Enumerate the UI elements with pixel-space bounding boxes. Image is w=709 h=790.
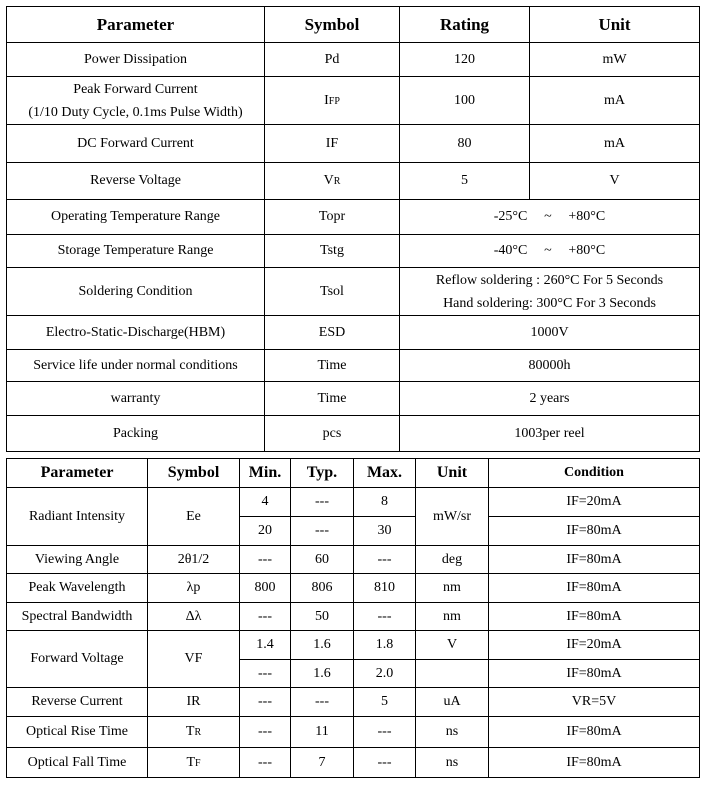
param-cell: Electro-Static-Discharge(HBM): [7, 316, 265, 350]
rating-cell: 120: [400, 43, 530, 77]
symbol-cell: VF: [148, 631, 240, 688]
rating-cell: 1003per reel: [400, 416, 700, 452]
table-row: [7, 574, 700, 603]
condition-cell: IF=80mA: [489, 574, 700, 603]
param-cell: Optical Fall Time: [7, 748, 148, 778]
table-row: [7, 382, 700, 416]
symbol-cell: [265, 77, 400, 125]
unit-cell: mW/sr: [416, 488, 489, 546]
table-row: [7, 77, 700, 125]
min-cell: 4: [240, 488, 291, 517]
symbol-cell: [265, 163, 400, 200]
param-cell: Reverse Voltage: [7, 163, 265, 200]
unit-cell: deg: [416, 546, 489, 574]
param-cell: Forward Voltage: [7, 631, 148, 688]
symbol-main: V: [323, 173, 334, 188]
range-max: +80°C: [568, 209, 606, 224]
rating-cell: 100: [400, 77, 530, 125]
header-condition: Condition: [489, 459, 700, 488]
typ-cell: ---: [291, 488, 354, 517]
symbol-cell: Topr: [265, 200, 400, 235]
table-header-row: [7, 459, 700, 488]
max-cell: ---: [354, 748, 416, 778]
min-cell: 20: [240, 517, 291, 546]
param-cell: Storage Temperature Range: [7, 235, 265, 268]
max-cell: ---: [354, 546, 416, 574]
param-line-2: (1/10 Duty Cycle, 0.1ms Pulse Width): [28, 104, 243, 120]
min-cell: ---: [240, 546, 291, 574]
param-cell: Peak Wavelength: [7, 574, 148, 603]
header-min: Min.: [240, 459, 291, 488]
param-cell: Spectral Bandwidth: [7, 603, 148, 631]
typ-cell: 50: [291, 603, 354, 631]
max-cell: 30: [354, 517, 416, 546]
unit-cell: V: [530, 163, 700, 200]
symbol-cell: pcs: [265, 416, 400, 452]
unit-cell: [416, 660, 489, 688]
unit-cell: ns: [416, 748, 489, 778]
param-cell: Power Dissipation: [7, 43, 265, 77]
param-cell: Reverse Current: [7, 688, 148, 717]
unit-cell: mA: [530, 125, 700, 163]
symbol-cell: Ee: [148, 488, 240, 546]
table-row: [7, 43, 700, 77]
table-row: [7, 416, 700, 452]
table-row: [7, 200, 700, 235]
typ-cell: 1.6: [291, 631, 354, 660]
condition-cell: IF=80mA: [489, 748, 700, 778]
rating-range-cell: [400, 235, 700, 268]
min-cell: ---: [240, 717, 291, 748]
param-line-1: Peak Forward Current: [73, 81, 198, 97]
param-cell: Optical Rise Time: [7, 717, 148, 748]
condition-cell: IF=80mA: [489, 603, 700, 631]
absolute-max-ratings-table: [6, 6, 700, 452]
range-min: -40°C: [493, 243, 528, 258]
min-cell: ---: [240, 748, 291, 778]
rating-cell: 2 years: [400, 382, 700, 416]
symbol-main: I: [324, 92, 329, 108]
min-cell: ---: [240, 603, 291, 631]
table-row: [7, 350, 700, 382]
table-row: [7, 235, 700, 268]
typ-cell: ---: [291, 688, 354, 717]
param-cell: Operating Temperature Range: [7, 200, 265, 235]
condition-cell: IF=80mA: [489, 517, 700, 546]
param-cell: DC Forward Current: [7, 125, 265, 163]
table-row: [7, 316, 700, 350]
typ-cell: 7: [291, 748, 354, 778]
rating-cell: 5: [400, 163, 530, 200]
condition-cell: IF=20mA: [489, 631, 700, 660]
table-row: [7, 603, 700, 631]
symbol-cell: ESD: [265, 316, 400, 350]
header-max: Max.: [354, 459, 416, 488]
symbol-subscript: R: [194, 727, 202, 738]
range-min: -25°C: [493, 209, 528, 224]
unit-cell: nm: [416, 574, 489, 603]
rating-cell: 80: [400, 125, 530, 163]
header-rating: Rating: [400, 7, 530, 43]
symbol-cell: Δλ: [148, 603, 240, 631]
symbol-cell: 2θ1/2: [148, 546, 240, 574]
symbol-subscript: F: [195, 757, 201, 769]
typ-cell: 1.6: [291, 660, 354, 688]
condition-cell: IF=80mA: [489, 546, 700, 574]
header-unit: Unit: [530, 7, 700, 43]
header-parameter: Parameter: [7, 459, 148, 488]
typ-cell: 60: [291, 546, 354, 574]
unit-cell: ns: [416, 717, 489, 748]
table-row: [7, 748, 700, 778]
unit-cell: uA: [416, 688, 489, 717]
max-cell: ---: [354, 717, 416, 748]
rating-line-2: Hand soldering: 300°C For 3 Seconds: [443, 295, 656, 311]
min-cell: 1.4: [240, 631, 291, 660]
typ-cell: 806: [291, 574, 354, 603]
symbol-cell: [148, 717, 240, 748]
header-symbol: Symbol: [148, 459, 240, 488]
param-cell: Service life under normal conditions: [7, 350, 265, 382]
symbol-cell: Tsol: [265, 268, 400, 316]
min-cell: 800: [240, 574, 291, 603]
table-row: [7, 546, 700, 574]
unit-cell: V: [416, 631, 489, 660]
table-row: [7, 163, 700, 200]
rating-cell: 1000V: [400, 316, 700, 350]
table-header-row: [7, 7, 700, 43]
rating-cell: 80000h: [400, 350, 700, 382]
header-unit: Unit: [416, 459, 489, 488]
symbol-cell: Tstg: [265, 235, 400, 268]
max-cell: 2.0: [354, 660, 416, 688]
condition-cell: VR=5V: [489, 688, 700, 717]
header-typ: Typ.: [291, 459, 354, 488]
symbol-subscript: R: [333, 176, 341, 187]
unit-cell: mW: [530, 43, 700, 77]
rating-range-cell: [400, 200, 700, 235]
rating-line-1: Reflow soldering : 260°C For 5 Seconds: [435, 272, 664, 288]
min-cell: ---: [240, 688, 291, 717]
max-cell: 8: [354, 488, 416, 517]
symbol-cell: Time: [265, 350, 400, 382]
condition-cell: IF=80mA: [489, 660, 700, 688]
max-cell: 810: [354, 574, 416, 603]
typ-cell: 11: [291, 717, 354, 748]
typ-cell: ---: [291, 517, 354, 546]
param-cell: [7, 77, 265, 125]
table-row: [7, 631, 700, 660]
table-row: [7, 717, 700, 748]
range-sep: ~: [544, 243, 552, 258]
symbol-cell: [148, 748, 240, 778]
max-cell: ---: [354, 603, 416, 631]
symbol-cell: IR: [148, 688, 240, 717]
param-cell: Viewing Angle: [7, 546, 148, 574]
table-row: [7, 488, 700, 517]
table-row: [7, 125, 700, 163]
symbol-main: T: [186, 754, 195, 770]
header-symbol: Symbol: [265, 7, 400, 43]
header-parameter: Parameter: [7, 7, 265, 43]
max-cell: 1.8: [354, 631, 416, 660]
symbol-cell: λp: [148, 574, 240, 603]
param-cell: warranty: [7, 382, 265, 416]
symbol-subscript: FP: [328, 95, 340, 107]
table-row: [7, 688, 700, 717]
range-sep: ~: [544, 209, 552, 224]
param-cell: Packing: [7, 416, 265, 452]
rating-cell: [400, 268, 700, 316]
condition-cell: IF=20mA: [489, 488, 700, 517]
unit-cell: mA: [530, 77, 700, 125]
table-row: [7, 268, 700, 316]
max-cell: 5: [354, 688, 416, 717]
min-cell: ---: [240, 660, 291, 688]
symbol-cell: Pd: [265, 43, 400, 77]
param-cell: Soldering Condition: [7, 268, 265, 316]
symbol-main: T: [185, 724, 195, 739]
condition-cell: IF=80mA: [489, 717, 700, 748]
symbol-cell: Time: [265, 382, 400, 416]
range-max: +80°C: [568, 243, 606, 258]
symbol-cell: IF: [265, 125, 400, 163]
unit-cell: nm: [416, 603, 489, 631]
param-cell: Radiant Intensity: [7, 488, 148, 546]
electro-optical-table: [6, 458, 700, 778]
